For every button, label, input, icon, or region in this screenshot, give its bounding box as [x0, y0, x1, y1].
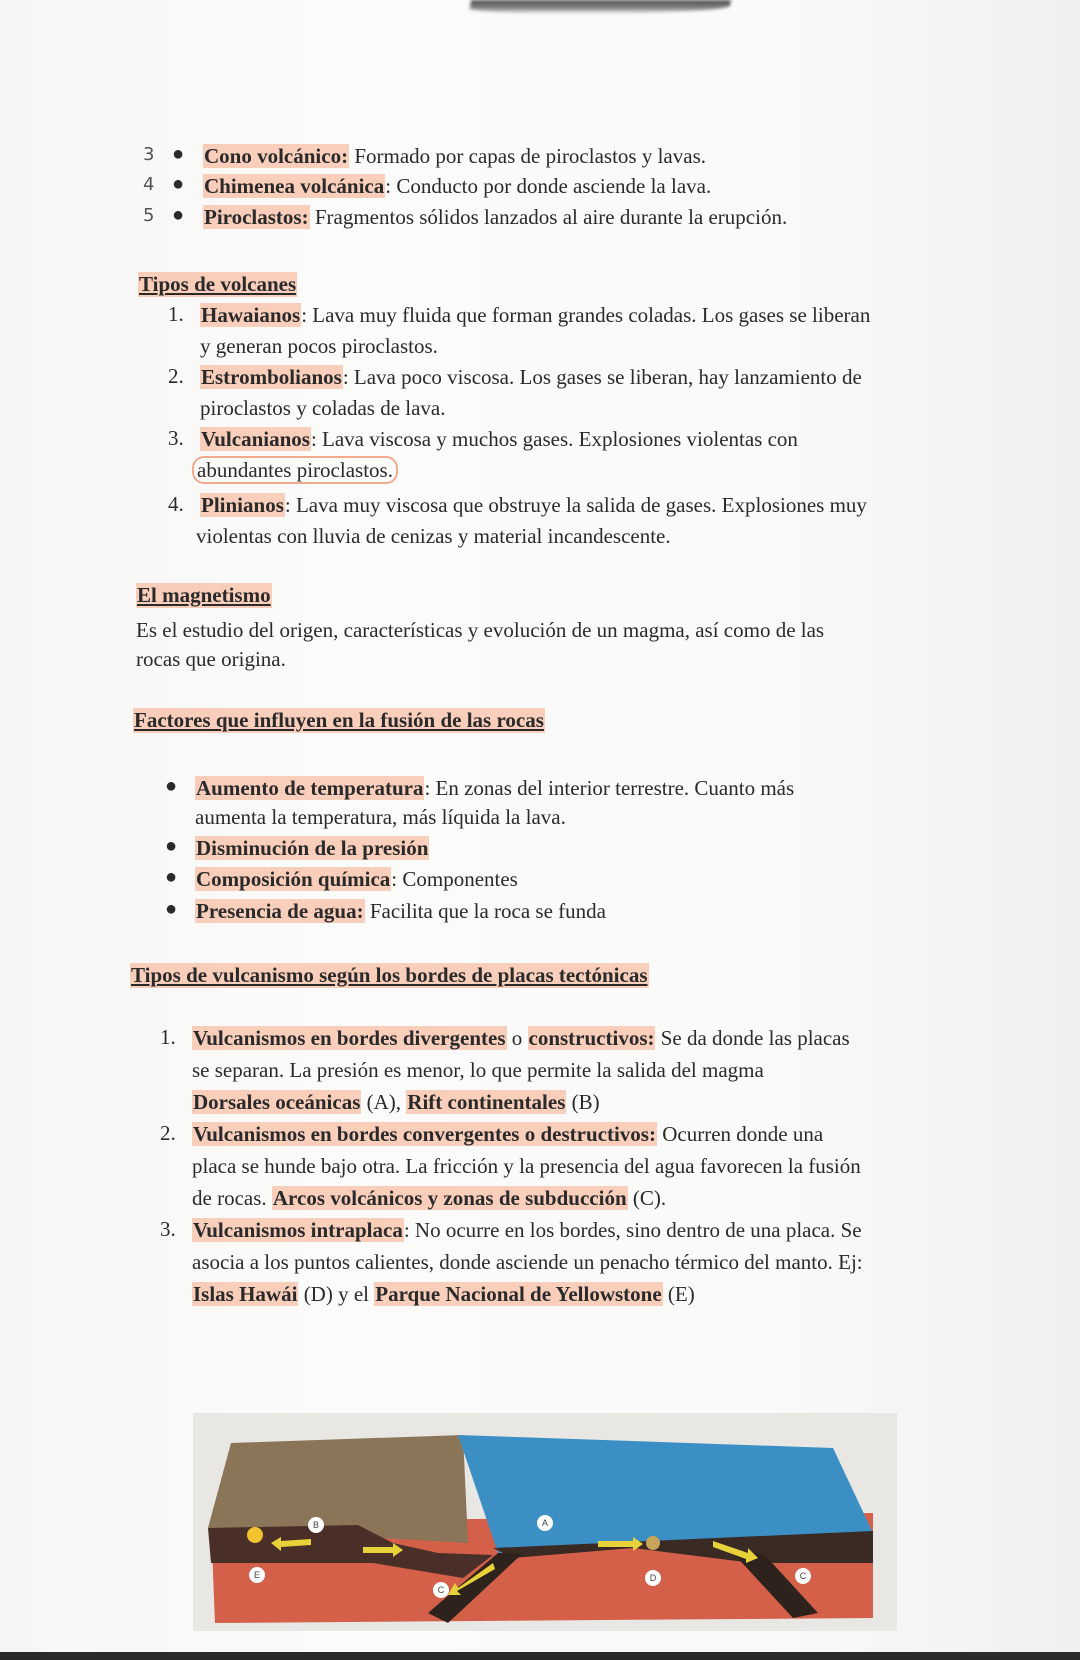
hand-number: 5 — [143, 205, 155, 226]
photo-edge — [0, 1652, 1080, 1660]
list-item: Estrombolianos: Lava poco viscosa. Los gases se liberan, hay lanzamiento de — [201, 365, 862, 389]
bullet-icon: ● — [172, 143, 185, 165]
hand-number: 4 — [143, 174, 155, 195]
list-item-continuation: se separan. La presión es menor, lo que permite la salida del magma — [192, 1058, 764, 1082]
svg-text:C: C — [437, 1585, 445, 1595]
paragraph-line: Es el estudio del origen, características y evolución de un magma, así como de las — [136, 618, 825, 642]
list-item-continuation: Dorsales oceánicas (A), Rift continentales (B) — [193, 1090, 600, 1114]
bullet-icon: ● — [172, 173, 185, 195]
bullet-icon: ● — [165, 898, 178, 920]
photo-shadow — [469, 0, 731, 14]
list-item-continuation: aumenta la temperatura, más líquida la lava. — [195, 805, 566, 829]
svg-text:C: C — [799, 1571, 807, 1581]
paragraph-line: rocas que origina. — [136, 647, 286, 671]
item-number: 4. — [168, 492, 184, 516]
section-heading: Tipos de vulcanismo según los bordes de placas tectónicas — [131, 963, 648, 987]
list-item-continuation: asocia a los puntos calientes, donde asciende un penacho térmico del manto. Ej: — [192, 1250, 863, 1274]
svg-text:A: A — [541, 1518, 549, 1528]
list-item: Chimenea volcánica: Conducto por donde asciende la lava. — [204, 174, 712, 198]
bullet-icon: ● — [172, 204, 185, 226]
list-item-continuation: violentas con lluvia de cenizas y material incandescente. — [196, 524, 671, 548]
list-item: Composición química: Componentes — [196, 867, 518, 891]
list-item-continuation: piroclastos y coladas de lava. — [200, 396, 446, 420]
list-item: Disminución de la presión — [196, 836, 429, 860]
svg-text:E: E — [253, 1570, 261, 1580]
list-item-continuation: abundantes piroclastos. — [192, 457, 398, 483]
bullet-icon: ● — [165, 835, 178, 857]
item-number: 2. — [160, 1121, 176, 1145]
list-item: Hawaianos: Lava muy fluida que forman grandes coladas. Los gases se liberan — [201, 303, 871, 327]
item-number: 1. — [168, 302, 184, 326]
hand-number: 3 — [143, 144, 155, 165]
list-item-continuation: placa se hunde bajo otra. La fricción y la presencia del agua favorecen la fusión — [192, 1154, 861, 1178]
list-item: Vulcanianos: Lava viscosa y muchos gases. Explosiones violentas con — [201, 427, 798, 451]
svg-text:D: D — [649, 1573, 657, 1583]
bullet-icon: ● — [165, 775, 178, 797]
list-item: Cono volcánico: Formado por capas de piroclastos y lavas. — [204, 144, 706, 168]
list-item-continuation: de rocas. Arcos volcánicos y zonas de subducción (C). — [192, 1186, 667, 1210]
item-number: 3. — [160, 1217, 176, 1241]
list-item: Vulcanismos en bordes convergentes o destructivos: Ocurren donde una — [193, 1122, 824, 1146]
item-number: 2. — [168, 364, 184, 388]
section-heading: Factores que influyen en la fusión de las rocas — [134, 708, 544, 732]
item-number: 1. — [160, 1025, 176, 1049]
section-heading: El magnetismo — [137, 583, 271, 607]
list-item: Vulcanismos en bordes divergentes o constructivos: Se da donde las placas — [193, 1026, 850, 1050]
bullet-icon: ● — [165, 866, 178, 888]
svg-text:B: B — [312, 1520, 320, 1530]
list-item: Piroclastos: Fragmentos sólidos lanzados al aire durante la erupción. — [204, 205, 788, 229]
section-heading: Tipos de volcanes — [139, 272, 297, 296]
list-item: Presencia de agua: Facilita que la roca se funda — [196, 899, 606, 923]
tectonic-cross-section-illustration — [193, 1413, 897, 1631]
list-item-continuation: y generan pocos piroclastos. — [200, 334, 438, 358]
list-item: Aumento de temperatura: En zonas del interior terrestre. Cuanto más — [196, 776, 795, 800]
list-item: Vulcanismos intraplaca: No ocurre en los bordes, sino dentro de una placa. Se — [193, 1218, 862, 1242]
list-item-continuation: Islas Hawái (D) y el Parque Nacional de Yellowstone (E) — [193, 1282, 695, 1306]
list-item: Plinianos: Lava muy viscosa que obstruye la salida de gases. Explosiones muy — [201, 493, 867, 517]
item-number: 3. — [168, 426, 184, 450]
plate-tectonics-diagram — [193, 1413, 897, 1631]
